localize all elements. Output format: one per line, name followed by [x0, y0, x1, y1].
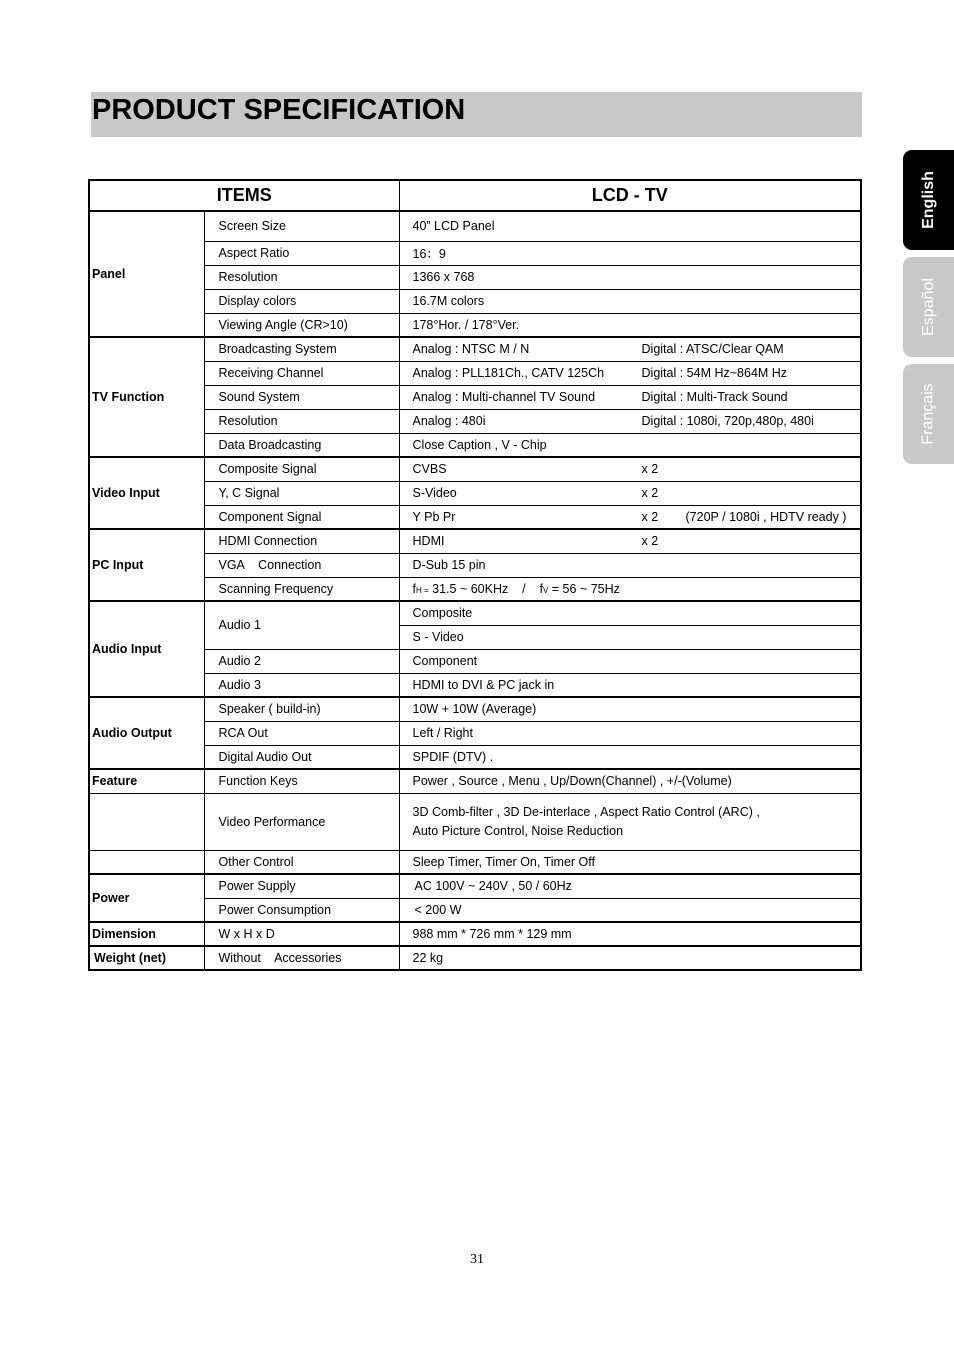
value-note: (720P / 1080i , HDTV ready )	[685, 509, 847, 524]
table-row	[89, 289, 861, 313]
item-cell: Digital Audio Out	[204, 745, 399, 769]
page-number: 31	[470, 1252, 484, 1267]
table-row	[89, 769, 861, 793]
value-cell: D-Sub 15 pin	[399, 553, 861, 577]
item-cell: Without Accessories	[204, 946, 399, 970]
table-row	[89, 529, 861, 553]
value-cell: S - Video	[399, 625, 861, 649]
item-cell: Speaker ( build-in)	[204, 697, 399, 721]
value-analog: Analog : Multi-channel TV Sound	[412, 390, 596, 404]
item-cell: Resolution	[204, 265, 399, 289]
value-cell: HDMI to DVI & PC jack in	[399, 673, 861, 697]
item-cell: Data Broadcasting	[204, 433, 399, 457]
scan-fh-sub: H =	[416, 585, 429, 595]
table-row	[89, 745, 861, 769]
value-cell: Left / Right	[399, 721, 861, 745]
item-cell: Power Consumption	[204, 898, 399, 922]
group-video-input: Video Input	[89, 457, 204, 529]
value-digital: Digital : 54M Hz~864M Hz	[641, 366, 788, 380]
item-cell: Component Signal	[204, 505, 399, 529]
value-cell	[399, 409, 861, 433]
item-cell: HDMI Connection	[204, 529, 399, 553]
item-cell: Aspect Ratio	[204, 241, 399, 265]
value-digital: Digital : ATSC/Clear QAM	[641, 342, 784, 357]
value-cell: 178°Hor. / 178°Ver.	[399, 313, 861, 337]
value-cell: < 200 W	[399, 898, 861, 922]
tab-espanol-label: Español	[919, 278, 937, 336]
item-cell: VGA Connection	[204, 553, 399, 577]
group-weight: Weight (net)	[89, 946, 204, 970]
empty-group-cell	[89, 850, 204, 874]
table-row	[89, 721, 861, 745]
value-cell: Sleep Timer, Timer On, Timer Off	[399, 850, 861, 874]
value-digital: Digital : 1080i, 720p,480p, 480i	[641, 414, 814, 428]
item-cell: Display colors	[204, 289, 399, 313]
scan-fv-value: = 56 ~ 75Hz	[548, 581, 620, 596]
group-audio-output: Audio Output	[89, 697, 204, 769]
table-row	[89, 601, 861, 625]
value-count: x 2	[641, 509, 659, 524]
table-row	[89, 433, 861, 457]
table-row	[89, 898, 861, 922]
scan-fh: f	[412, 581, 416, 596]
value-cell: AC 100V ~ 240V , 50 / 60Hz	[399, 874, 861, 898]
value-cell	[399, 793, 861, 850]
value-cell: 1366 x 768	[399, 265, 861, 289]
item-cell: Audio 1	[204, 601, 399, 649]
item-cell: Composite Signal	[204, 457, 399, 481]
table-row	[89, 649, 861, 673]
value-cell: Power , Source , Menu , Up/Down(Channel) , +/-(Volume)	[399, 769, 861, 793]
value-cell	[399, 481, 861, 505]
value-cell: 10W + 10W (Average)	[399, 697, 861, 721]
tab-francais[interactable]	[903, 364, 954, 464]
item-cell: Receiving Channel	[204, 361, 399, 385]
table-row	[89, 211, 861, 241]
group-audio-input: Audio Input	[89, 601, 204, 697]
table-row	[89, 577, 861, 601]
item-cell: Broadcasting System	[204, 337, 399, 361]
value-cell	[399, 385, 861, 409]
table-row	[89, 361, 861, 385]
tab-espanol[interactable]	[903, 257, 954, 357]
item-cell: Sound System	[204, 385, 399, 409]
value-digital: Digital : Multi-Track Sound	[641, 390, 788, 404]
value-signal: S-Video	[412, 486, 457, 500]
group-pc-input: PC Input	[89, 529, 204, 601]
item-cell: Function Keys	[204, 769, 399, 793]
item-cell: Video Performance	[204, 793, 399, 850]
table-row	[89, 874, 861, 898]
title-bar	[91, 92, 862, 137]
value-cell	[399, 337, 861, 361]
value-cell: 16.7M colors	[399, 289, 861, 313]
value-cell	[399, 361, 861, 385]
table-row	[89, 673, 861, 697]
item-cell: Audio 2	[204, 649, 399, 673]
item-cell: Viewing Angle (CR>10)	[204, 313, 399, 337]
table-row	[89, 946, 861, 970]
table-row	[89, 409, 861, 433]
page-title: PRODUCT SPECIFICATION	[92, 94, 466, 126]
table-row	[89, 697, 861, 721]
value-cell: 40” LCD Panel	[399, 211, 861, 241]
tab-english-label: English	[919, 171, 937, 229]
table-row	[89, 553, 861, 577]
value-analog: Analog : PLL181Ch., CATV 125Ch	[412, 366, 605, 380]
scan-fh-value: 31.5 ~ 60KHz / f	[428, 581, 543, 596]
scan-fv-sub: V	[542, 585, 549, 595]
value-cell: Composite	[399, 601, 861, 625]
value-analog: Close Caption , V - Chip	[412, 437, 547, 452]
value-count: x 2	[641, 486, 659, 500]
value-line: 3D Comb-filter , 3D De-interlace , Aspect Ratio Control (ARC) ,	[412, 804, 760, 819]
tab-english[interactable]	[903, 150, 954, 250]
value-cell: 22 kg	[399, 946, 861, 970]
item-cell: Resolution	[204, 409, 399, 433]
group-power: Power	[89, 874, 204, 922]
item-cell: W x H x D	[204, 922, 399, 946]
group-tv-function: TV Function	[89, 337, 204, 457]
group-dimension: Dimension	[89, 922, 204, 946]
value-signal: Y Pb Pr	[412, 509, 456, 524]
table-row	[89, 922, 861, 946]
table-row	[89, 505, 861, 529]
item-cell: RCA Out	[204, 721, 399, 745]
group-panel: Panel	[89, 211, 204, 337]
value-cell	[399, 457, 861, 481]
item-cell: Y, C Signal	[204, 481, 399, 505]
value-cell: SPDIF (DTV) .	[399, 745, 861, 769]
value-count: x 2	[641, 534, 659, 549]
value-count: x 2	[641, 462, 659, 477]
empty-group-cell	[89, 793, 204, 850]
item-cell: Audio 3	[204, 673, 399, 697]
table-row	[89, 457, 861, 481]
value-cell: 16：9	[399, 241, 861, 265]
header-items: ITEMS	[89, 180, 399, 211]
item-cell: Scanning Frequency	[204, 577, 399, 601]
table-row	[89, 793, 861, 850]
table-row	[89, 481, 861, 505]
tab-francais-label: Français	[919, 383, 937, 445]
item-cell: Power Supply	[204, 874, 399, 898]
value-cell: Component	[399, 649, 861, 673]
value-cell	[399, 577, 861, 601]
value-cell: 988 mm * 726 mm * 129 mm	[399, 922, 861, 946]
value-line: Auto Picture Control, Noise Reduction	[412, 823, 624, 838]
value-signal: HDMI	[412, 534, 445, 549]
table-row	[89, 313, 861, 337]
table-header-row	[89, 180, 861, 211]
item-cell: Screen Size	[204, 211, 399, 241]
value-cell	[399, 529, 861, 553]
table-row	[89, 385, 861, 409]
table-row	[89, 850, 861, 874]
value-analog: Analog : 480i	[412, 414, 486, 428]
table-row	[89, 265, 861, 289]
group-feature: Feature	[89, 769, 204, 793]
spec-table	[88, 179, 862, 971]
header-lcd-tv: LCD - TV	[399, 180, 861, 211]
table-row	[89, 241, 861, 265]
item-cell: Other Control	[204, 850, 399, 874]
table-row	[89, 337, 861, 361]
value-signal: CVBS	[412, 462, 447, 477]
value-cell	[399, 505, 861, 529]
value-cell	[399, 433, 861, 457]
value-analog: Analog : NTSC M / N	[412, 342, 530, 357]
